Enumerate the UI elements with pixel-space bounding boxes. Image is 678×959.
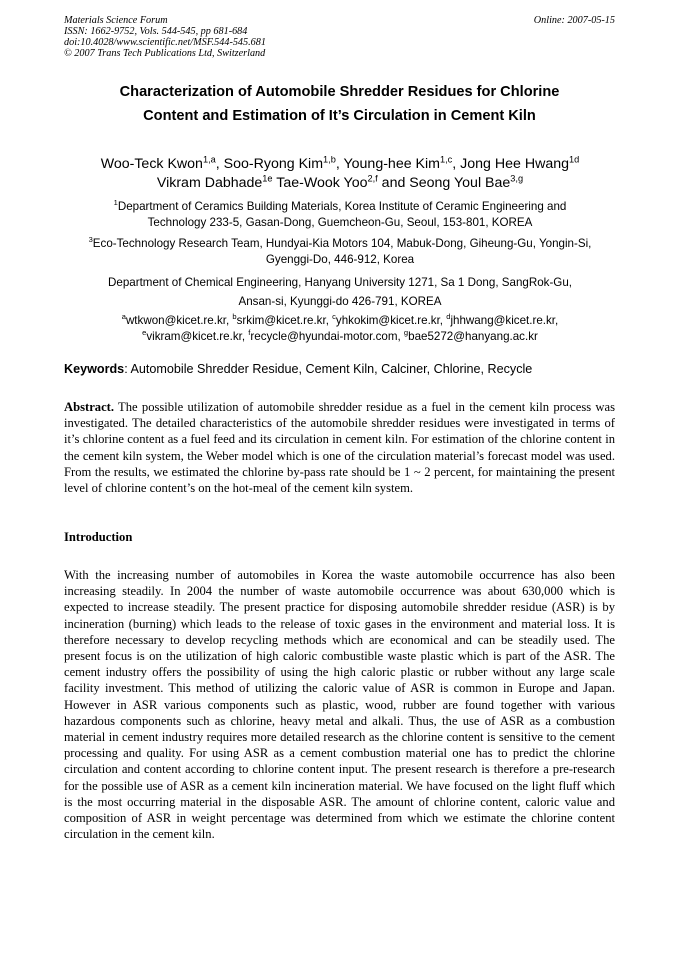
affiliation-1: [60, 199, 620, 231]
author-name: , Soo-Ryong Kim: [215, 156, 324, 172]
author-name: Woo-Teck Kwon: [100, 156, 203, 172]
affiliation-3: [60, 236, 620, 268]
email-superscript: b: [232, 312, 237, 322]
author-superscript: 1,a: [202, 154, 216, 165]
email-address[interactable]: vikram@kicet.re.kr,: [146, 330, 249, 343]
affiliation-3-line-1: [60, 236, 620, 252]
email-address[interactable]: bae5272@hanyang.ac.kr: [408, 330, 538, 343]
author-name: Vikram Dabhade: [156, 175, 263, 191]
journal-header: [64, 15, 615, 59]
affiliation-superscript: 1: [113, 198, 118, 208]
email-address[interactable]: wtkwon@kicet.re.kr,: [125, 314, 233, 327]
author-superscript: 3,g: [510, 173, 524, 184]
keywords-text: : Automobile Shredder Residue, Cement Kiln, Calciner, Chlorine, Recycle: [124, 362, 533, 376]
email-line-1: [60, 313, 620, 329]
author-superscript: 1e: [262, 173, 273, 184]
affiliation-superscript: 3: [88, 235, 93, 245]
issn-line: ISSN: 1662-9752, Vols. 544-545, pp 681-684: [64, 26, 248, 37]
email-superscript: f: [248, 328, 251, 338]
author-superscript: 2,f: [367, 173, 378, 184]
email-superscript: d: [446, 312, 451, 322]
affiliation-3-line-2: Gyenggi-Do, 446-912, Korea: [265, 253, 415, 266]
affiliation-chem-line-2: Ansan-si, Kyunggi-do 426-791, KOREA: [238, 295, 442, 308]
author-line-2: [40, 174, 640, 193]
affiliation-chem-line-1: Department of Chemical Engineering, Hanyang University 1271, Sa 1 Dong, SangRok-Gu,: [108, 276, 572, 289]
doi-line: doi:10.4028/www.scientific.net/MSF.544-545.681: [64, 37, 266, 48]
author-name: , Young-hee Kim: [335, 156, 440, 172]
abstract-text: The possible utilization of automobile shredder residue as a fuel in the cement kiln process was investigated. The detailed characteristics of the automobile shredder residues were investigated in terms of it’s chlorine content as a fuel feed and its circulation in cement kiln. For estimation of the chlorine content in the cement kiln system, the Weber model which is one of the circulation material’s forecast model was used. From the results, we estimated the chlorine by-pass rate should be 1 ~ 2 percent, for maintaining the present level of chlorine content’s on the hot-meal of the cement kiln system.: [64, 400, 615, 496]
online-date: Online: 2007-05-15: [533, 15, 615, 26]
email-address[interactable]: jhhwang@kicet.re.kr,: [450, 314, 559, 327]
introduction-paragraph: With the increasing number of automobiles in Korea the waste automobile occurrence has also been increasing steadily. In 2004 the number of waste automobile occurrence was about 630,000 which is expected to increase steadily. The present practice for disposing automobile shredder residue (ASR) is by incineration (burning) which leads to the release of toxic gases in the environment and material loss. It is therefore necessary to develop recycling methods which are economical and can be steadily used. The present focus is on the utilization of high caloric combustible waste plastic which is part of the ASR. The cement industry offers the possibility of using the high caloric plastic or rubber without any large scale facility investment. This method of utilizing the caloric value of ASR is common in Europe and Japan. However in ASR various components such as plastic, wood, rubber are found together with various hazardous components such as chlorine, heavy metal and alkali. Thus, the use of ASR as a combustion material in cement industry requires more detailed research as the chlorine content is sensitive to the cement processing and quality. For using ASR as a cement combustion material one has to predict the chlorine circulation and content according to chlorine content input. The present research is therefore a pre-research for the possible use of ASR as a cement kiln incineration material. We have focused on the light fluff which is the most occurring material in the disposable ASR. The amount of chlorine content, caloric value and composition of ASR in weight percentage was determined from which we estimate the chlorine content circulation in the cement kiln.: [64, 568, 615, 842]
abstract-label: Abstract.: [64, 400, 115, 414]
email-superscript: e: [142, 328, 147, 338]
keywords-line: [64, 361, 624, 378]
affiliation-chem: [60, 273, 620, 311]
author-line-1: [40, 155, 640, 174]
author-superscript: 1d: [569, 154, 580, 165]
title-line-2: Content and Estimation of It’s Circulation in Cement Kiln: [143, 108, 536, 124]
email-address[interactable]: srkim@kicet.re.kr,: [236, 314, 333, 327]
author-superscript: 1,b: [323, 154, 336, 165]
paper-title: [64, 80, 615, 128]
email-line-2: [60, 329, 620, 345]
email-address[interactable]: recycle@hyundai-motor.com,: [250, 330, 404, 343]
author-name: Tae-Wook Yoo: [272, 175, 368, 191]
author-list: [40, 155, 640, 193]
email-superscript: a: [121, 312, 126, 322]
email-list: [60, 313, 620, 345]
journal-name: Materials Science Forum: [64, 15, 168, 26]
abstract-paragraph: [64, 399, 615, 496]
introduction-heading: Introduction: [64, 530, 133, 544]
author-name: , Jong Hee Hwang: [452, 156, 570, 172]
affiliation-text: Department of Ceramics Building Materials, Korea Institute of Ceramic Engineering and: [117, 200, 567, 213]
affiliation-1-line-1: [60, 199, 620, 215]
affiliation-text: Eco-Technology Research Team, Hundyai-Kia Motors 104, Mabuk-Dong, Giheung-Gu, Yongin-Si,: [92, 237, 592, 250]
email-superscript: c: [332, 312, 336, 322]
title-line-1: Characterization of Automobile Shredder Residues for Chlorine: [119, 84, 560, 100]
author-superscript: 1,c: [439, 154, 453, 165]
email-address[interactable]: yhkokim@kicet.re.kr,: [335, 314, 447, 327]
keywords-label: Keywords: [64, 362, 125, 376]
affiliation-1-line-2: Technology 233-5, Gasan-Dong, Guemcheon-Gu, Seoul, 153-801, KOREA: [147, 216, 533, 229]
email-superscript: g: [403, 328, 409, 338]
author-name: and Seong Youl Bae: [377, 175, 511, 191]
copyright-line: © 2007 Trans Tech Publications Ltd, Switzerland: [64, 48, 266, 59]
